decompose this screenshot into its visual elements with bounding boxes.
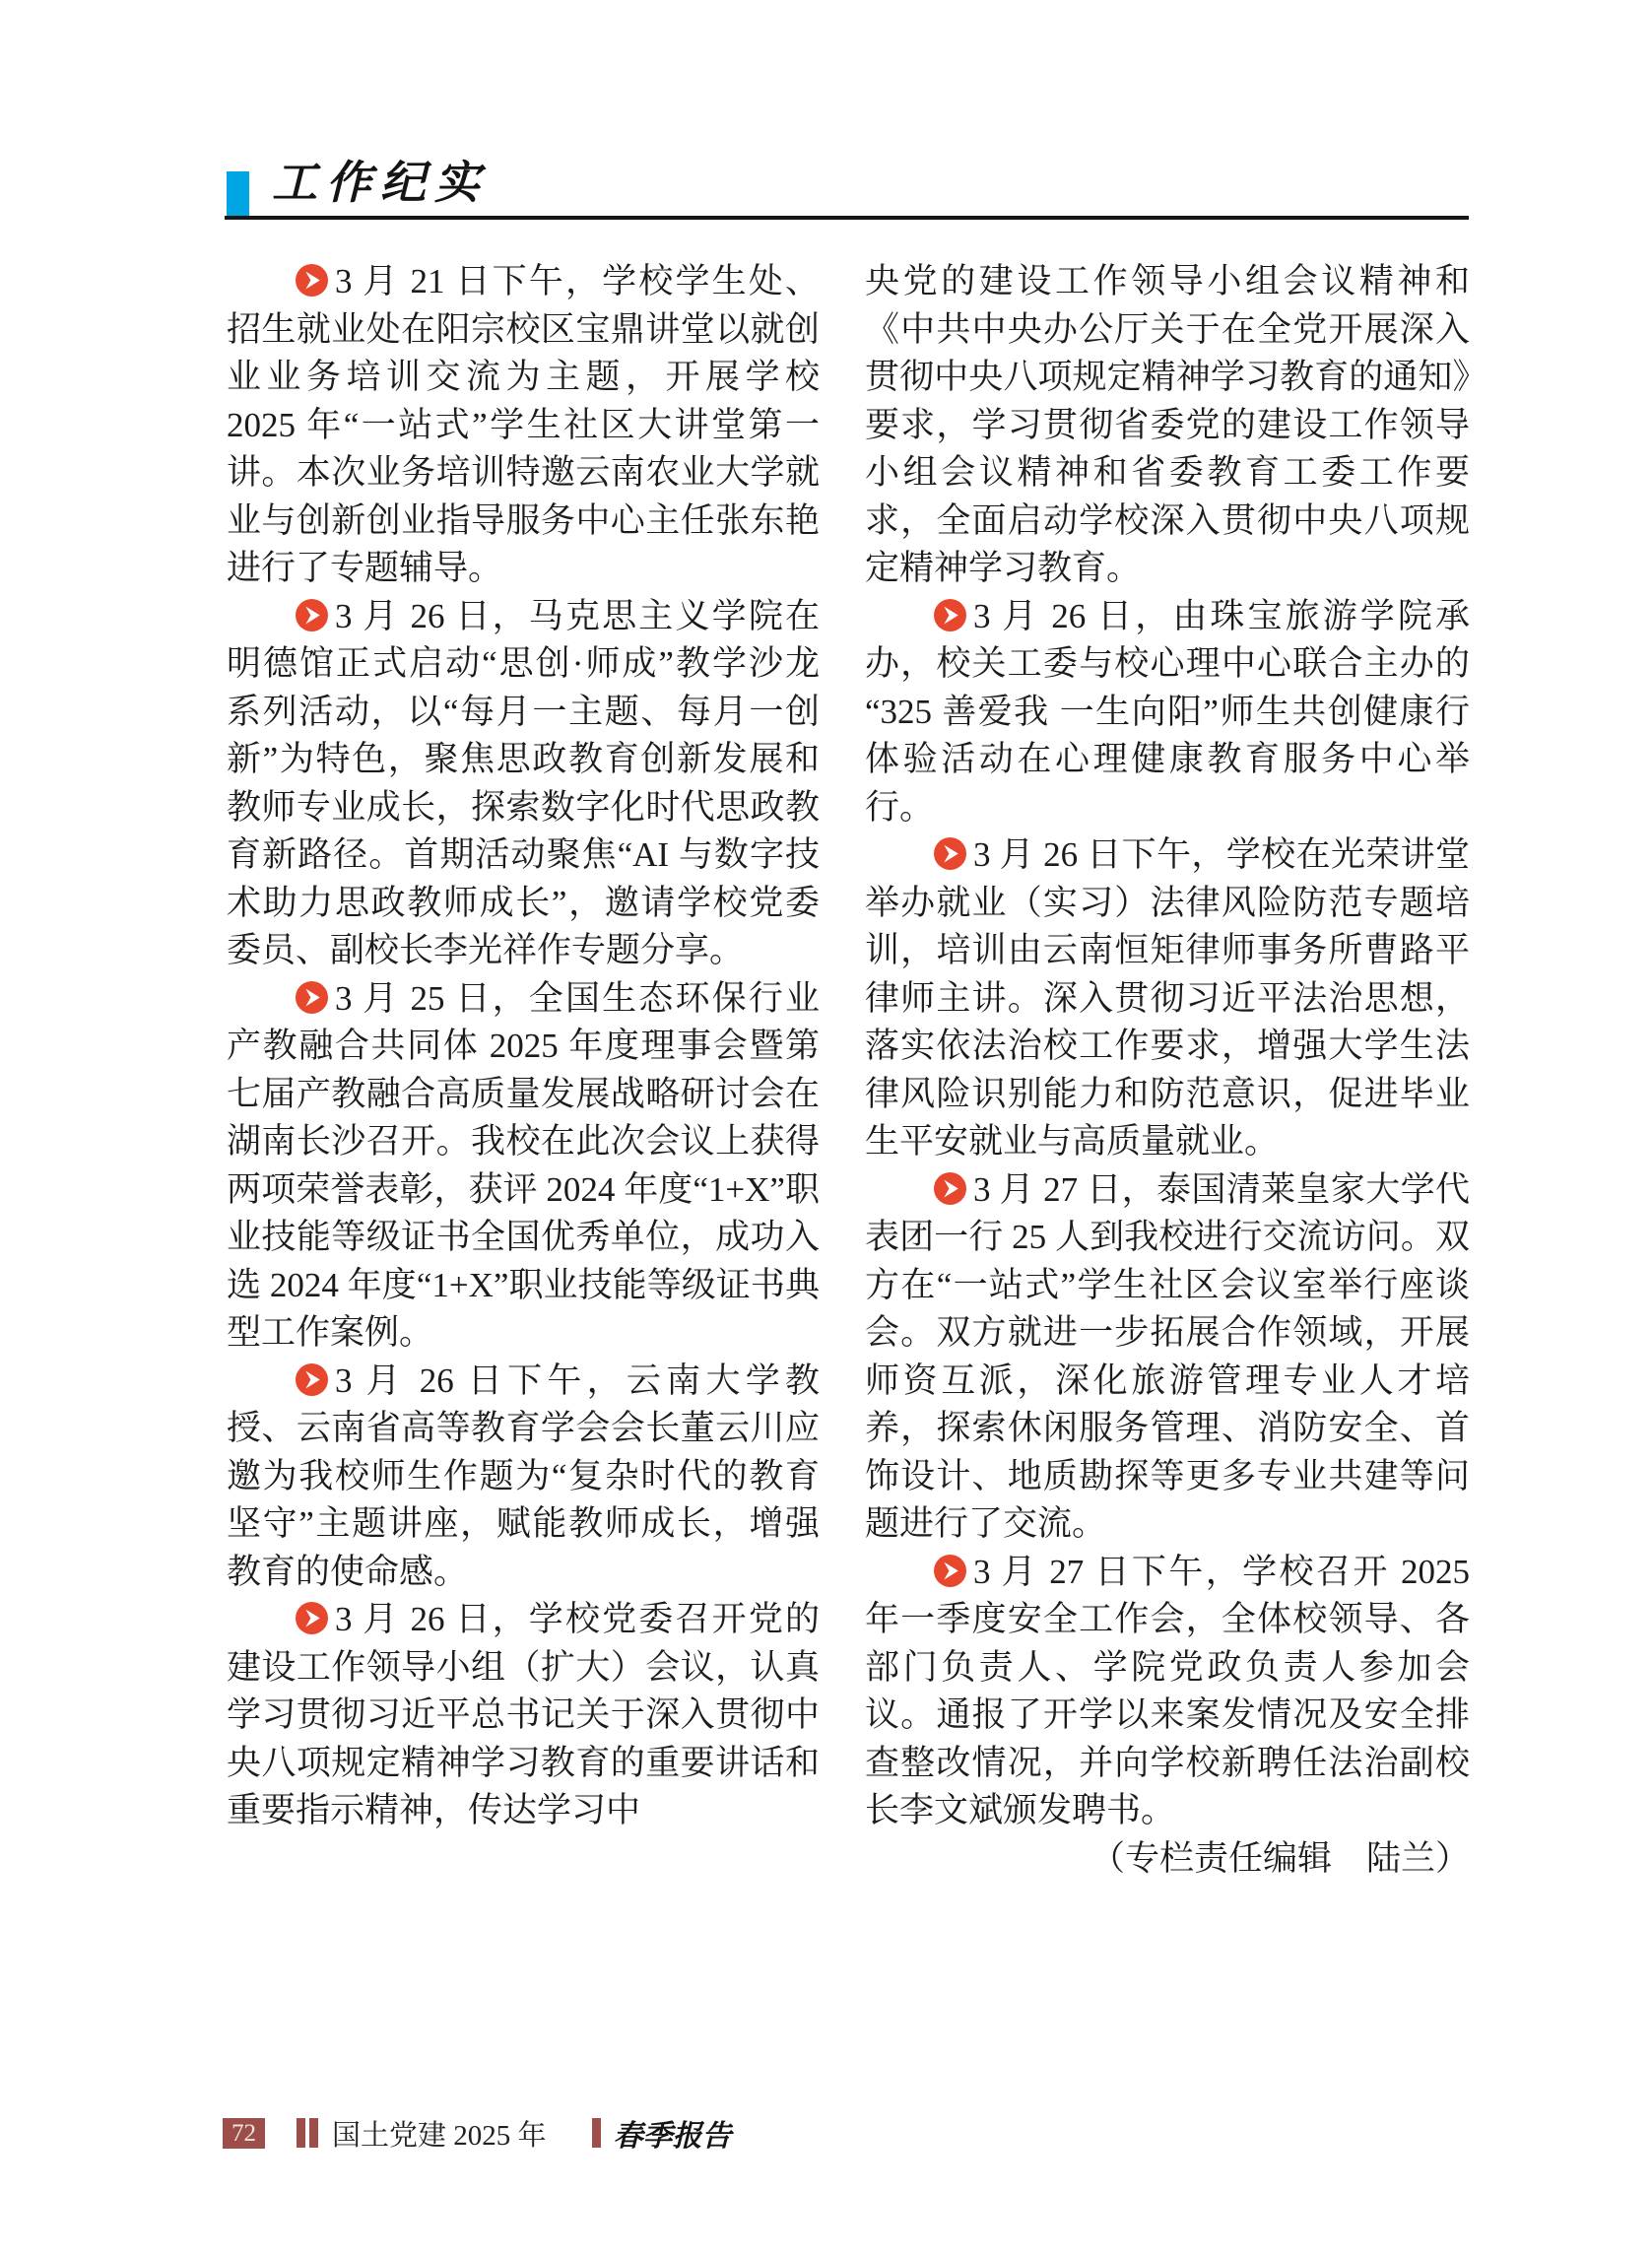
- issue-title: 春季报告: [613, 2120, 732, 2153]
- right-column: [865, 258, 1470, 1883]
- paragraph-text: 3 月 26 日，马克思主义学院在明德馆正式启动“思创·师成”教学沙龙系列活动，以“每月一主题、每月一创新”为特色，聚焦思政教育创新发展和教师专业成长，探索数字化时代思政教育新路径。首期活动聚焦“AI 与数字技术助力思政教师成长”，邀请学校党委委员、副校长李光祥作专题分享。: [227, 596, 820, 969]
- news-paragraph: [227, 258, 820, 593]
- paragraph-text: 3 月 25 日，全国生态环保行业产教融合共同体 2025 年度理事会暨第七届产教融合高质量发展战略研讨会在湖南长沙召开。我校在此次会议上获得两项荣誉表彰，获评 2024 年度“1+X”职业技能等级证书全国优秀单位，成功入选 2024 年度“1+X”职业技能等级证书典型工作案例。: [227, 978, 820, 1352]
- news-paragraph-continuation: [865, 258, 1470, 593]
- footer-bar: [592, 2118, 601, 2148]
- arrow-bullet-icon: [934, 599, 966, 631]
- news-paragraph: [865, 1166, 1470, 1549]
- publication-title: 国土党建 2025 年: [332, 2119, 547, 2152]
- news-paragraph: [865, 1549, 1470, 1835]
- paragraph-text: 3 月 26 日，学校党委召开党的建设工作领导小组（扩大）会议，认真学习贯彻习近平总书记关于深入贯彻中央八项规定精神学习教育的重要讲话和重要指示精神，传达学习中: [227, 1600, 820, 1829]
- footer-single-bar: [578, 2118, 601, 2148]
- paragraph-text: 3 月 26 日下午，学校在光荣讲堂举办就业（实习）法律风险防范专题培训，培训由云南恒矩律师事务所曹路平律师主讲。深入贯彻习近平法治思想，落实依法治校工作要求，增强大学生法律风险识别能力和防范意识，促进毕业生平安就业与高质量就业。: [865, 835, 1470, 1161]
- footer-double-bar: [297, 2118, 318, 2148]
- arrow-bullet-icon: [296, 1363, 328, 1396]
- left-column: [227, 258, 820, 1835]
- footer-bar: [309, 2118, 318, 2148]
- section-title: 工作纪实: [272, 158, 489, 208]
- arrow-bullet-icon: [296, 264, 328, 297]
- news-paragraph: [865, 831, 1470, 1166]
- news-paragraph: [227, 1596, 820, 1835]
- news-paragraph: [865, 593, 1470, 832]
- news-paragraph: [227, 975, 820, 1358]
- arrow-bullet-icon: [296, 1602, 328, 1634]
- paragraph-text: 3 月 27 日，泰国清莱皇家大学代表团一行 25 人到我校进行交流访问。双方在“一站式”学生社区会议室举行座谈会。双方就进一步拓展合作领域，开展师资互派，深化旅游管理专业人才培养，探索休闲服务管理、消防安全、首饰设计、地质勘探等更多专业共建等问题进行了交流。: [865, 1169, 1470, 1543]
- arrow-bullet-icon: [296, 981, 328, 1014]
- page-number-badge: 72: [223, 2118, 265, 2149]
- paragraph-text: 3 月 26 日下午，云南大学教授、云南省高等教育学会会长董云川应邀为我校师生作题为“复杂时代的教育坚守”主题讲座，赋能教师成长，增强教育的使命感。: [227, 1361, 820, 1591]
- news-paragraph: [227, 1358, 820, 1597]
- paragraph-text: 3 月 27 日下午，学校召开 2025 年一季度安全工作会，全体校领导、各部门负责人、学院党政负责人参加会议。通报了开学以来案发情况及安全排查整改情况，并向学校新聘任法治副校长李文斌颁发聘书。: [865, 1552, 1470, 1829]
- arrow-bullet-icon: [934, 1555, 966, 1587]
- editor-note: （专栏责任编辑 陆兰）: [1090, 1838, 1470, 1878]
- news-paragraph: [227, 593, 820, 975]
- paragraph-text: 3 月 26 日，由珠宝旅游学院承办，校关工委与校心理中心联合主办的“325 善爱我 一生向阳”师生共创健康行体验活动在心理健康教育服务中心举行。: [865, 596, 1470, 827]
- header-accent-bar: [227, 171, 249, 220]
- paragraph-text: 3 月 21 日下午，学校学生处、招生就业处在阳宗校区宝鼎讲堂以就创业业务培训交流为主题，开展学校 2025 年“一站式”学生社区大讲堂第一讲。本次业务培训特邀云南农业大学就业与创新创业指导服务中心主任张东艳进行了专题辅导。: [227, 262, 820, 587]
- arrow-bullet-icon: [296, 599, 328, 631]
- arrow-bullet-icon: [934, 1172, 966, 1205]
- arrow-bullet-icon: [934, 837, 966, 870]
- paragraph-text: 央党的建设工作领导小组会议精神和《中共中央办公厅关于在全党开展深入贯彻中央八项规定精神学习教育的通知》要求，学习贯彻省委党的建设工作领导小组会议精神和省委教育工委工作要求，全面启动学校深入贯彻中央八项规定精神学习教育。: [865, 262, 1470, 587]
- header-rule: [225, 216, 1469, 220]
- footer-bar: [297, 2118, 305, 2148]
- page-footer: [223, 2116, 732, 2153]
